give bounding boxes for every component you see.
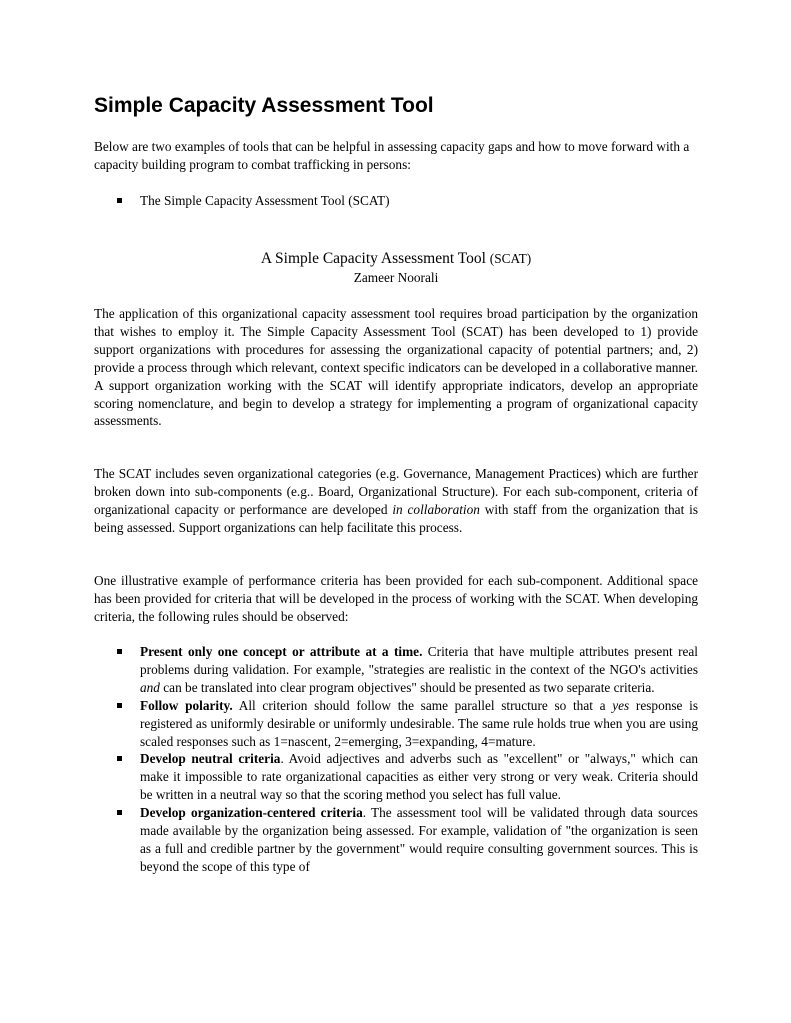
paragraph-categories-emphasis: in collaboration [392, 501, 480, 517]
rule-item [94, 643, 698, 697]
section-title-main: A Simple Capacity Assessment Tool [260, 250, 486, 267]
rule-text: All criterion should follow the same parallel structure so that a [232, 697, 613, 713]
square-bullet-icon [117, 703, 122, 708]
rule-heading: Develop neutral criteria [140, 751, 281, 767]
paragraph-categories [94, 465, 698, 537]
square-bullet-icon [117, 198, 122, 203]
section-title-abbr: (SCAT) [489, 251, 532, 266]
paragraph-application: The application of this organizational capacity assessment tool requires broad participation by the organization that wishes to employ it. The Simple Capacity Assessment Tool (SCAT) has been developed to 1) provide support organizations with procedures for assessing the organizational capacity of potential partners; and, 2) provide a process through which relevant, context specific indicators can be developed in a collaborative manner. A support organization working with the SCAT will identify appropriate indicators, develop an appropriate scoring nomenclature, and begin to develop a strategy for implementing a program of organizational capacity assessments. [94, 306, 698, 429]
rules-list [94, 643, 698, 876]
rule-heading: Develop organization-centered criteria [140, 805, 363, 821]
square-bullet-icon [117, 756, 122, 761]
rule-item [94, 750, 698, 804]
intro-paragraph: Below are two examples of tools that can be helpful in assessing capacity gaps and how to move forward with a capacity building program to combat trafficking in persons: [94, 139, 690, 172]
section-title [94, 249, 698, 268]
rule-text: Criteria that have multiple attributes present real problems during validation. For example, "strategies are realistic in the context of the NGO's activities [140, 644, 699, 677]
rule-heading: Present only one concept or attribute at a time. [140, 644, 423, 659]
rule-item [94, 697, 698, 751]
rule-emphasis: and [140, 679, 160, 695]
rule-item [94, 804, 698, 876]
square-bullet-icon [117, 649, 122, 654]
rule-emphasis: yes [612, 697, 630, 713]
rule-text-continued: response is registered as uniformly desirable or uniformly undesirable. The same rule holds true when you are using scaled responses such as 1=nascent, 2=emerging, 3=expanding, 4=mature. [140, 697, 699, 749]
paragraph-categories-text-1: The SCAT includes seven organizational categories (e.g. Governance, Management Practices) which are further broken down into sub-components (e.g.. Board, Organizational Structure). For each sub-component, criteria of organizational capacity or performance are developed [94, 466, 698, 517]
paragraph-criteria: One illustrative example of performance criteria has been provided for each sub-component. Additional space has been provided for criteria that will be developed in the process of working with the SCAT. When developing criteria, the following rules should be observed: [94, 573, 698, 624]
rule-text: . Avoid adjectives and adverbs such as "excellent" or "always," which can make it impossible to rate organizational capacities as either very strong or very weak. Criteria should be written in a neutral way so that the scoring method you select has full value. [140, 751, 698, 803]
rule-text: . The assessment tool will be validated through data sources made available by the organization being assessed. For example, validation of "the organization is seen as a full and credible partner by the government" would require consulting government sources. This is beyond the scope of this type of [140, 805, 698, 874]
rule-heading: Follow polarity. [140, 697, 233, 713]
tool-list-item-text: The Simple Capacity Assessment Tool (SCAT) [140, 193, 390, 208]
rule-text-continued: can be translated into clear program objectives" should be presented as two separate criteria. [159, 679, 655, 695]
page-title: Simple Capacity Assessment Tool [94, 94, 434, 117]
author-name: Zameer Noorali [353, 270, 439, 285]
paragraph-categories-text-2: with staff from the organization that is being assessed. Support organizations can help facilitate this process. [94, 501, 698, 535]
square-bullet-icon [117, 810, 122, 815]
